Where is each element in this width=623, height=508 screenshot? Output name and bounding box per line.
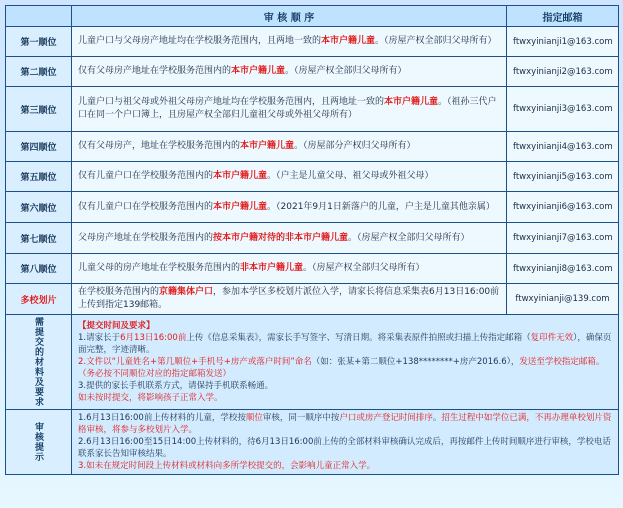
email-address: ftwxyinianji1@163.com: [507, 27, 619, 57]
materials-warning: 如未按时提交，将影响孩子正常入学。: [78, 393, 223, 403]
materials-item-1: 1.请家长于6月13日16:00前上传《信息采集表》，需家长手写签字、写清日期。将采集表原件拍照或扫描上传指定邮箱（复印件无效），确保页面完整，字迹清晰。: [78, 333, 612, 355]
table-row: [6, 223, 619, 254]
rank-description: 仅有父母房产地址在学校服务范围内的本市户籍儿童。（房屋产权全部归父母所有）: [72, 57, 507, 87]
materials-item-2: 2.文件以“儿童姓名+第几顺位+手机号+房产或落户时间”命名（如：张某+第二顺位+138********+房产2016.6），发送至学校指定邮箱。（务必按不同顺位对应的指定邮箱发送）: [78, 357, 605, 379]
rank-description: 仅有儿童户口在学校服务范围内的本市户籍儿童。（2021年9月1日新落户的儿童，户主是儿童其他亲属）: [72, 192, 507, 223]
rank-description: 父母房产地址在学校服务范围内的按本市户籍对待的非本市户籍儿童。（房屋产权全部归父母所有）: [72, 223, 507, 254]
review-item-3: 3.如未在规定时间段上传材料或材料向多所学校提交的，会影响儿童正常入学。: [78, 461, 376, 471]
rank-label: 第八顺位: [6, 254, 72, 284]
rank-label: 第三顺位: [6, 87, 72, 132]
rank-label: 第二顺位: [6, 57, 72, 87]
email-address: ftwxyinianji4@163.com: [507, 132, 619, 162]
materials-title: 【提交时间及要求】: [78, 321, 155, 331]
review-item-1: 1.6月13日16:00前上传材料的儿童，学校按顺位审核，同一顺序中按户口或房产登记时间排序。招生过程中如学位已满，不再办理单校划片资格审核，将参与多校划片入学。: [78, 413, 612, 435]
rank-label: 第七顺位: [6, 223, 72, 254]
review-content: [72, 410, 619, 475]
email-address: ftwxyinianji6@163.com: [507, 192, 619, 223]
table-row: [6, 27, 619, 57]
rank-description: 在学校服务范围内的京籍集体户口，参加本学区多校划片派位入学，请家长将信息采集表6月13日16:00前上传到指定139邮箱。: [72, 284, 507, 315]
page: [0, 5, 623, 508]
materials-row: [6, 315, 619, 410]
materials-label: 需提交的材料及要求: [33, 317, 43, 407]
table-row: [6, 87, 619, 132]
rank-description: 仅有父母房产，地址在学校服务范围内的本市户籍儿童。（房屋部分产权归父母所有）: [72, 132, 507, 162]
email-address: ftwxyinianji7@163.com: [507, 223, 619, 254]
header-email: 指定邮箱: [507, 6, 619, 27]
header-review-order: 审 核 顺 序: [72, 6, 507, 27]
review-item-2: 2.6月13日16:00至15日14:00上传材料的，待6月13日16:00前上传的全部材料审核确认完成后，再按邮件上传时间顺序进行审核，学校电话联系家长告知审核结果。: [78, 437, 611, 459]
table-row: [6, 192, 619, 223]
table-header: [6, 6, 619, 27]
admission-table: [5, 5, 619, 475]
materials-item-3: 3.提供的家长手机联系方式，请保持手机联系畅通。: [78, 381, 274, 391]
review-label-cell: [6, 410, 72, 475]
materials-content: [72, 315, 619, 410]
table-row: [6, 254, 619, 284]
rank-description: 儿童户口与祖父母或外祖父母房产地址均在学校服务范围内，且两地址一致的本市户籍儿童。（祖孙三代户口在同一个户口簿上，且房屋产权全部归儿童祖父母或外祖父母所有）: [72, 87, 507, 132]
rank-label: 多校划片: [6, 284, 72, 315]
rank-label: 第一顺位: [6, 27, 72, 57]
email-address: ftwxyinianji8@163.com: [507, 254, 619, 284]
review-label: 审核提示: [33, 422, 43, 462]
rank-description: 儿童户口与父母房产地址均在学校服务范围内，且两地一致的本市户籍儿童。（房屋产权全部归父母所有）: [72, 27, 507, 57]
table-row: [6, 162, 619, 192]
table-row: [6, 284, 619, 315]
rank-label: 第六顺位: [6, 192, 72, 223]
email-address: ftwxyinianji3@163.com: [507, 87, 619, 132]
rank-label: 第五顺位: [6, 162, 72, 192]
table-row: [6, 132, 619, 162]
email-address: ftwxyinianji5@163.com: [507, 162, 619, 192]
review-row: [6, 410, 619, 475]
rank-description: 仅有儿童户口在学校服务范围内的本市户籍儿童。（户主是儿童父母、祖父母或外祖父母）: [72, 162, 507, 192]
rank-description: 儿童父母的房产地址在学校服务范围内的非本市户籍儿童。（房屋产权全部归父母所有）: [72, 254, 507, 284]
table-row: [6, 57, 619, 87]
email-address: ftwxyinianji@139.com: [507, 284, 619, 315]
materials-label-cell: [6, 315, 72, 410]
header-blank: [6, 6, 72, 27]
rank-label: 第四顺位: [6, 132, 72, 162]
email-address: ftwxyinianji2@163.com: [507, 57, 619, 87]
